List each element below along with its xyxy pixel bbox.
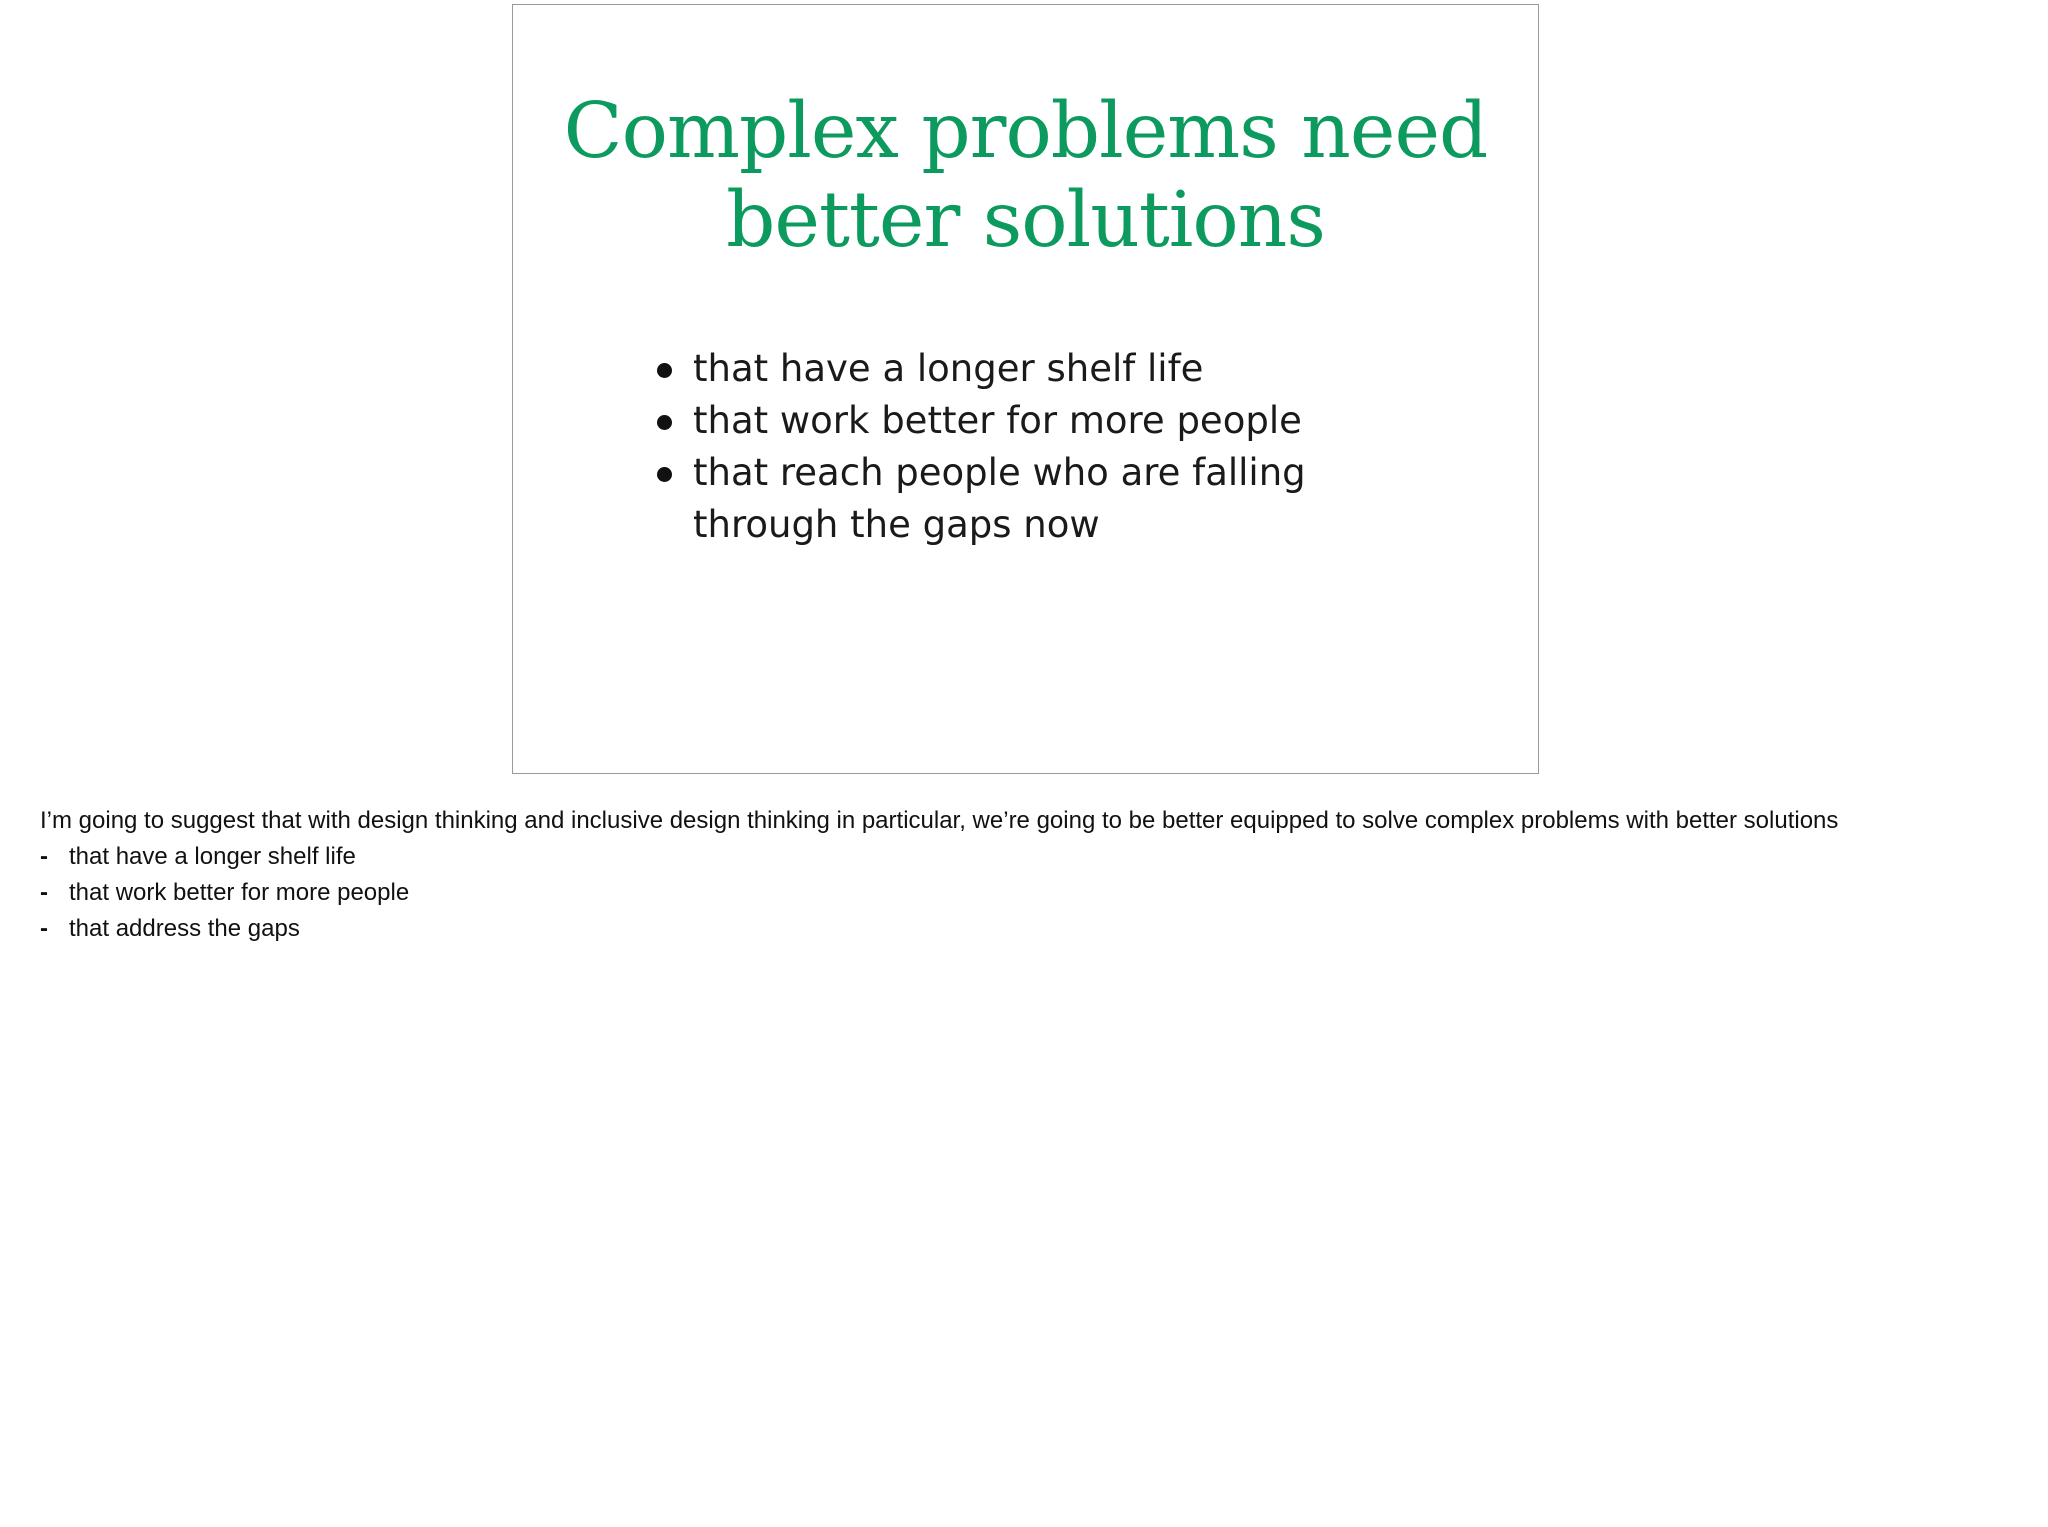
dash-bullet-icon: - [40, 879, 48, 906]
slide-frame [512, 4, 1539, 774]
slide-bullet-text: that work better for more people [693, 399, 1302, 442]
notes-item-text: that have a longer shelf life [69, 843, 356, 870]
slide-bullet-list [653, 343, 1353, 551]
notes-list [40, 839, 2000, 947]
bullet-dot-icon [657, 467, 672, 482]
dash-bullet-icon: - [40, 843, 48, 870]
slide-title-line-2: better solutions [726, 176, 1325, 265]
speaker-notes [40, 803, 2000, 947]
bullet-dot-icon [657, 363, 672, 378]
notes-item-text: that work better for more people [69, 879, 410, 906]
notes-list-item [40, 911, 2000, 947]
dash-bullet-icon: - [40, 915, 48, 942]
slide-bullet-item [653, 447, 1353, 551]
bullet-dot-icon [657, 415, 672, 430]
slide-bullet-text: that reach people who are falling through the gaps now [693, 451, 1306, 546]
slide-bullet-item [653, 395, 1353, 447]
slide-bullet-item [653, 343, 1353, 395]
slide-bullet-text: that have a longer shelf life [693, 347, 1204, 390]
notes-item-text: that address the gaps [69, 915, 300, 942]
slide-title [513, 87, 1538, 265]
notes-paragraph: I’m going to suggest that with design thinking and inclusive design thinking in particular, we’re going to be better equipped to solve complex problems with better solutions [40, 807, 1839, 834]
notes-list-item [40, 839, 2000, 875]
notes-list-item [40, 875, 2000, 911]
slide-title-line-1: Complex problems need [563, 87, 1488, 176]
